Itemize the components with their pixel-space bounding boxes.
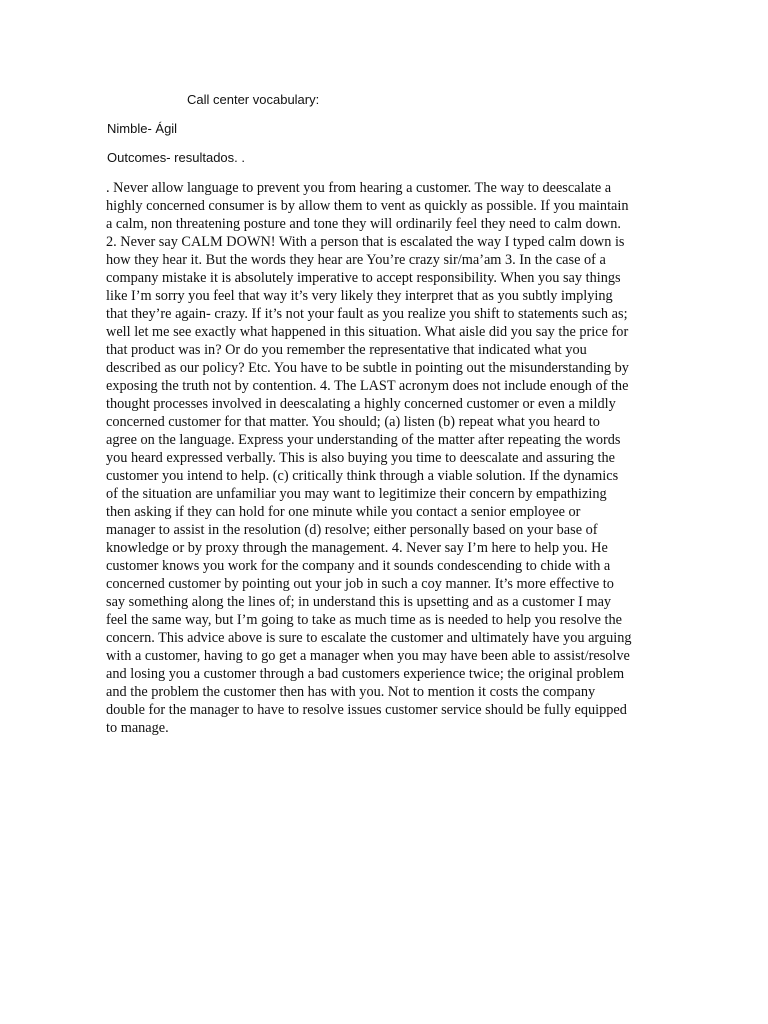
body-line: to manage. — [106, 720, 169, 737]
body-line: company mistake it is absolutely imperative to accept responsibility. When you say things — [106, 270, 621, 287]
body-line: that they’re again- crazy. If it’s not your fault as you realize you shift to statements such as; — [106, 306, 628, 323]
body-line: with a customer, having to go get a manager when you may have been able to assist/resolve — [106, 648, 630, 665]
body-line: 2. Never say CALM DOWN! With a person that is escalated the way I typed calm down is — [106, 234, 625, 251]
body-line: concern. This advice above is sure to escalate the customer and ultimately have you arguing — [106, 630, 632, 647]
body-line: concerned customer for that matter. You should; (a) listen (b) repeat what you heard to — [106, 414, 600, 431]
body-paragraph — [106, 179, 666, 737]
body-line: exposing the truth not by contention. 4. The LAST acronym does not include enough of the — [106, 378, 629, 395]
body-line: of the situation are unfamiliar you may want to legitimize their concern by empathizing — [106, 486, 607, 503]
body-line: customer you intend to help. (c) critically think through a viable solution. If the dynamics — [106, 468, 619, 485]
body-line: feel the same way, but I’m going to take as much time as is needed to help you resolve the — [106, 612, 622, 629]
body-line: knowledge or by proxy through the management. 4. Never say I’m here to help you. He — [106, 540, 608, 557]
body-line: and losing you a customer through a bad customers experience twice; the original problem — [106, 666, 625, 683]
body-line: then asking if they can hold for one minute while you contact a senior employee or — [106, 504, 581, 521]
body-line: that product was in? Or do you remember the representative that indicated what you — [106, 342, 587, 359]
body-line: . Never allow language to prevent you from hearing a customer. The way to deescalate a — [106, 180, 612, 196]
body-line: described as our policy? Etc. You have to be subtle in pointing out the misunderstanding by — [106, 360, 629, 377]
body-line: highly concerned consumer is by allow them to vent as quickly as possible. If you maintain — [106, 198, 629, 215]
vocabulary-entry-outcomes: Outcomes- resultados. . — [107, 150, 245, 165]
body-line: agree on the language. Express your understanding of the matter after repeating the words — [106, 432, 621, 449]
body-line: and the problem the customer then has with you. Not to mention it costs the company — [106, 684, 596, 701]
body-line: manager to assist in the resolution (d) resolve; either personally based on your base of — [106, 522, 598, 539]
document-title: Call center vocabulary: — [187, 92, 320, 107]
body-line: how they hear it. But the words they hear are You’re crazy sir/ma’am 3. In the case of a — [106, 252, 606, 269]
body-line: well let me see exactly what happened in this situation. What aisle did you say the price for — [106, 324, 629, 341]
body-line: like I’m sorry you feel that way it’s very likely they interpret that as you subtly implying — [106, 288, 613, 305]
body-line: say something along the lines of; in understand this is upsetting and as a customer I may — [106, 594, 612, 611]
body-line: you heard expressed verbally. This is also buying you time to deescalate and assuring the — [106, 450, 615, 467]
body-line: concerned customer by pointing out your job in such a coy manner. It’s more effective to — [106, 576, 614, 593]
body-line: a calm, non threatening posture and tone they will ordinarily feel they need to calm down. — [106, 216, 621, 233]
body-line: thought processes involved in deescalating a highly concerned customer or even a mildly — [106, 396, 616, 413]
body-line: customer knows you work for the company and it sounds condescending to chide with a — [106, 558, 611, 575]
body-line: double for the manager to have to resolve issues customer service should be fully equipped — [106, 702, 627, 719]
vocabulary-entry-nimble: Nimble- Ágil — [107, 121, 178, 136]
